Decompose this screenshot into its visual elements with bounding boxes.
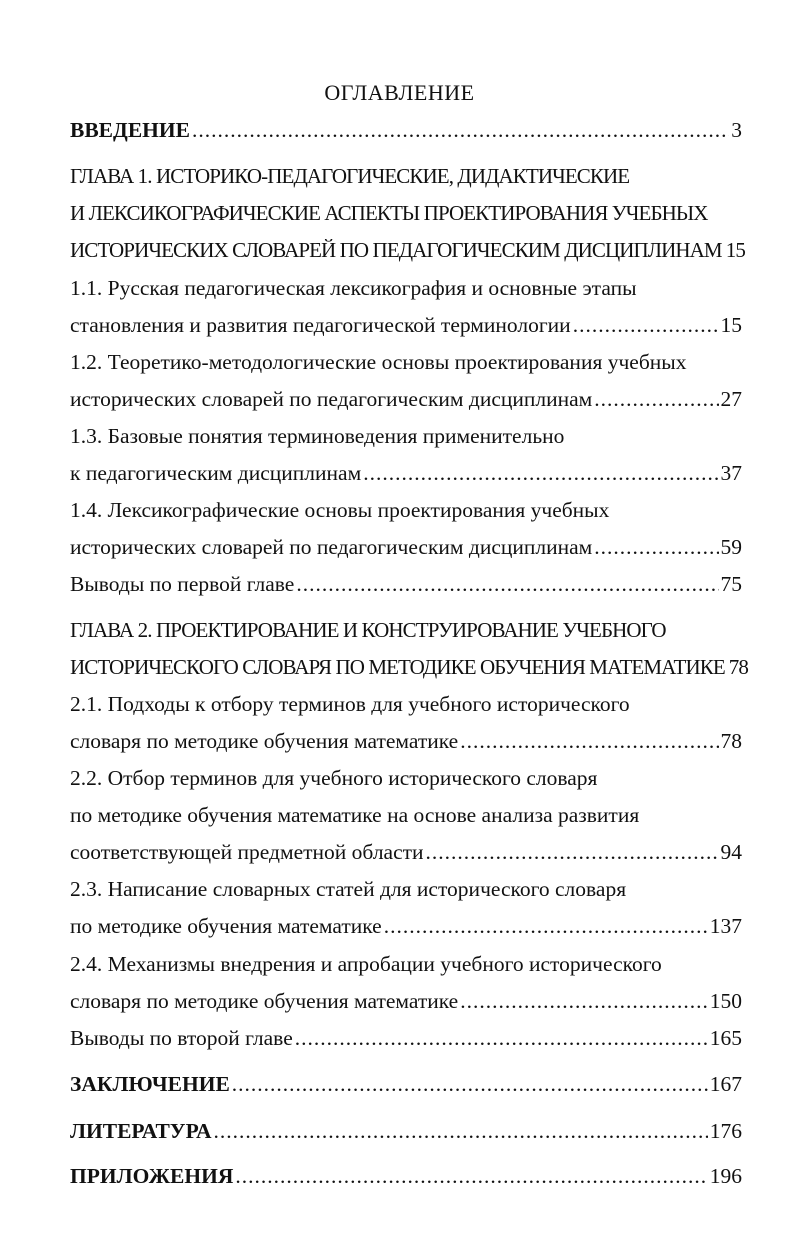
dot-leader [213,1117,707,1145]
toc-entry-section-2-4[interactable] [70,987,742,1015]
toc-label: словаря по методике обучения математике [70,989,459,1013]
toc-section-1-1-line1[interactable]: 1.1. Русская педагогическая лексикография и основные этапы [70,276,637,300]
toc-section-2-2-line2[interactable]: по методике обучения математике на основе анализа развития [70,803,640,827]
toc-page-number: 167 [709,1072,742,1096]
toc-page-number: 15 [725,238,745,262]
toc-entry-section-1-2[interactable] [70,385,742,413]
toc-label: Выводы по первой главе [70,572,295,596]
toc-section-2-2-line1[interactable]: 2.2. Отбор терминов для учебного исторического словаря [70,766,598,790]
dot-leader [296,570,718,598]
toc-page-number: 59 [720,535,742,559]
toc-label: исторических словарей по педагогическим дисциплинам [70,387,593,411]
toc-entry-section-2-2[interactable] [70,838,742,866]
toc-entry-conclusions-1[interactable] [70,570,742,598]
toc-page-number: 3 [731,118,742,142]
toc-label: ИСТОРИЧЕСКОГО СЛОВАРЯ ПО МЕТОДИКЕ ОБУЧЕНИЯ МАТЕМАТИКЕ [70,655,725,679]
toc-label: к педагогическим дисциплинам [70,461,362,485]
dot-leader [295,1024,708,1052]
page-title: ОГЛАВЛЕНИЕ [324,80,475,105]
toc-entry-section-2-3[interactable] [70,912,742,940]
toc-label: соответствующей предметной области [70,840,424,864]
dot-leader [594,533,718,561]
toc-section-1-4-line1[interactable]: 1.4. Лексикографические основы проектирования учебных [70,498,610,522]
dot-leader [460,987,708,1015]
toc-entry-conclusion[interactable] [70,1070,742,1098]
toc-label: ЗАКЛЮЧЕНИЕ [70,1072,230,1096]
dot-leader [384,912,708,940]
toc-page-number: 78 [728,655,748,679]
toc-label: ИСТОРИЧЕСКИХ СЛОВАРЕЙ ПО ПЕДАГОГИЧЕСКИМ ДИСЦИПЛИНАМ [70,238,722,262]
toc-label: исторических словарей по педагогическим дисциплинам [70,535,593,559]
toc-chapter2-line1[interactable]: ГЛАВА 2. ПРОЕКТИРОВАНИЕ И КОНСТРУИРОВАНИЕ УЧЕБНОГО [70,618,666,642]
toc-entry-conclusions-2[interactable] [70,1024,742,1052]
toc-label: по методике обучения математике [70,914,382,938]
dot-leader [232,1070,708,1098]
dot-leader [594,385,718,413]
toc-entry-section-1-3[interactable] [70,459,742,487]
toc-entry-chapter1[interactable] [70,236,745,264]
toc-page-number: 78 [720,729,742,753]
toc-label: становления и развития педагогической терминологии [70,313,571,337]
dot-leader [235,1162,707,1190]
toc-page-number: 176 [709,1119,742,1143]
toc-page-number: 94 [720,840,742,864]
dot-leader [573,311,719,339]
toc-chapter1-line1[interactable]: ГЛАВА 1. ИСТОРИКО-ПЕДАГОГИЧЕСКИЕ, ДИДАКТИЧЕСКИЕ [70,164,630,188]
toc-chapter1-line2[interactable]: И ЛЕКСИКОГРАФИЧЕСКИЕ АСПЕКТЫ ПРОЕКТИРОВАНИЯ УЧЕБНЫХ [70,201,708,225]
toc-page-number: 137 [709,914,742,938]
toc-page-number: 150 [709,989,742,1013]
toc-page-number: 37 [720,461,742,485]
toc-page-number: 165 [709,1026,742,1050]
toc-section-2-3-line1[interactable]: 2.3. Написание словарных статей для исторического словаря [70,877,627,901]
toc-section-2-4-line1[interactable]: 2.4. Механизмы внедрения и апробации учебного исторического [70,952,662,976]
toc-page-number: 27 [720,387,742,411]
toc-page-number: 75 [720,572,742,596]
toc-label: Выводы по второй главе [70,1026,293,1050]
toc-label: ПРИЛОЖЕНИЯ [70,1164,234,1188]
toc-entry-intro[interactable] [70,116,742,144]
toc-entry-section-2-1[interactable] [70,727,742,755]
toc-section-2-1-line1[interactable]: 2.1. Подходы к отбору терминов для учебного исторического [70,692,630,716]
toc-entry-appendix[interactable] [70,1162,742,1190]
toc-entry-section-1-1[interactable] [70,311,742,339]
dot-leader [192,116,729,144]
dot-leader [363,459,718,487]
dot-leader [426,838,719,866]
toc-label: ВВЕДЕНИЕ [70,118,190,142]
toc-section-1-3-line1[interactable]: 1.3. Базовые понятия терминоведения применительно [70,424,565,448]
toc-page-number: 15 [720,313,742,337]
toc-label: ЛИТЕРАТУРА [70,1119,212,1143]
toc-entry-section-1-4[interactable] [70,533,742,561]
toc-page-number: 196 [709,1164,742,1188]
toc-entry-chapter2[interactable] [70,653,748,681]
toc-entry-literature[interactable] [70,1117,742,1145]
toc-section-1-2-line1[interactable]: 1.2. Теоретико-методологические основы проектирования учебных [70,350,687,374]
dot-leader [460,727,718,755]
toc-label: словаря по методике обучения математике [70,729,459,753]
